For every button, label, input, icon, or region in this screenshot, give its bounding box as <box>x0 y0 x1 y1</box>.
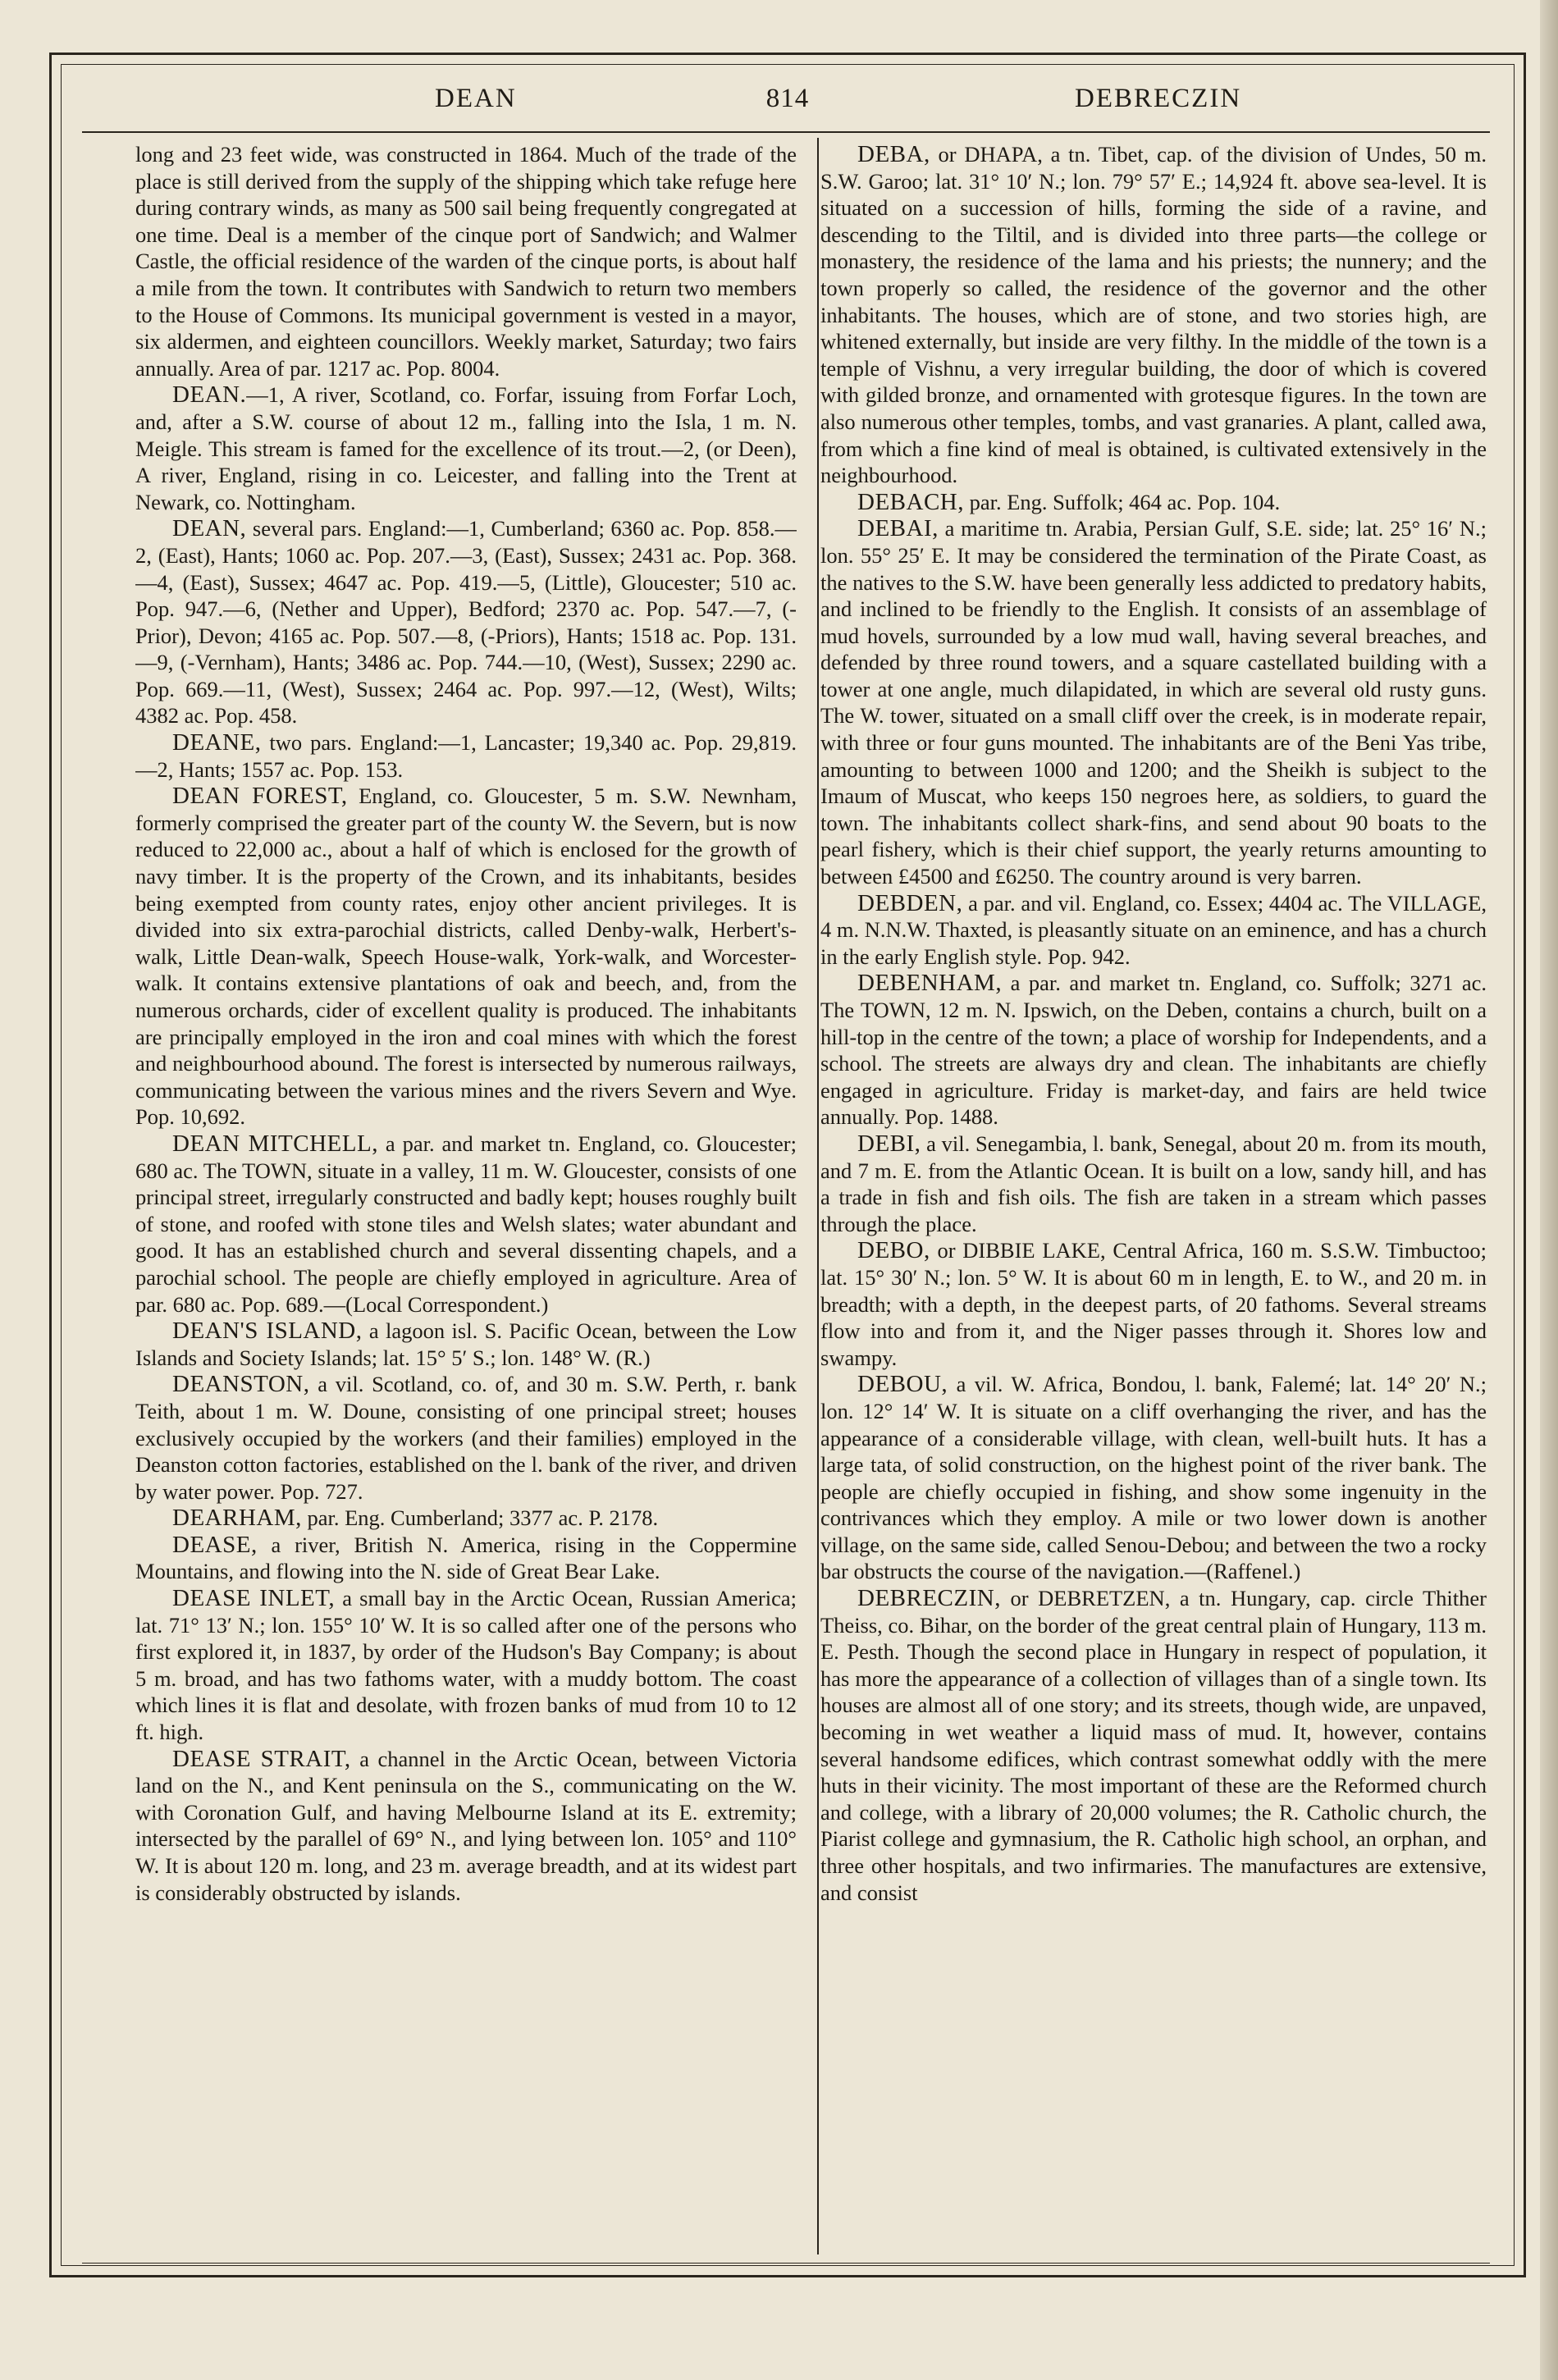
entry-headword: DEBI, <box>857 1130 921 1157</box>
entry-text: a small bay in the Arctic Ocean, Russian America; lat. 71° 13′ N.; lon. 155° 10′ W. It is so called after one of the persons who first explored it, in 1837, by order of the Hudson's Bay Company; is about 5 m. broad, and has two fathoms water, with a muddy bottom. The coast which lines it is flat and desolate, with frozen banks of mud from 10 to 12 ft. high. <box>135 1586 797 1745</box>
entry-headword: DEANE, <box>172 729 262 756</box>
gazetteer-entry <box>820 1371 1487 1585</box>
entry-text: —1, A river, Scotland, co. Forfar, issuing from Forfar Loch, and, after a S.W. course of about 12 m., falling into the Isla, 1 m. N. Meigle. This stream is famed for the excellence of its trout.—2, (or Deen), A river, England, rising in co. Leicester, and falling into the Trent at Newark, co. Nottingham. <box>135 382 797 514</box>
entry-headword: DEBACH, <box>857 488 964 515</box>
entry-text: par. Eng. Cumberland; 3377 ac. P. 2178. <box>307 1505 659 1531</box>
gazetteer-entry <box>135 783 797 1131</box>
entry-text: two pars. England:—1, Lancaster; 19,340 ac. Pop. 29,819.—2, Hants; 1557 ac. Pop. 153. <box>135 730 797 782</box>
entry-headword: DEARHAM, <box>172 1505 302 1532</box>
right-column <box>820 141 1487 2258</box>
page-number: 814 <box>765 84 810 113</box>
entry-headword: DEAN FOREST, <box>172 783 348 810</box>
gazetteer-entry <box>135 1131 797 1318</box>
entry-text: a river, British N. America, rising in the Coppermine Mountains, and flowing into the N. side of Great Bear Lake. <box>135 1532 797 1584</box>
entry-headword: DEAN, <box>172 515 247 542</box>
gazetteer-entry <box>135 141 797 381</box>
running-head-left: DEAN <box>435 84 517 113</box>
entry-text: a par. and market tn. England, co. Suffolk; 3271 ac. The TOWN, 12 m. N. Ipswich, on the Deben, contains a church, built on a hill-top in the centre of the town; a place of worship for Independents, and a school. The streets are always dry and clean. The inhabitants are chiefly engaged in agriculture. Friday is market-day, and fairs are held twice annually. Pop. 1488. <box>820 971 1487 1130</box>
entry-headword: DEAN. <box>172 381 247 409</box>
gazetteer-entry <box>135 1532 797 1585</box>
header-rule <box>82 131 1490 133</box>
gazetteer-entry <box>135 515 797 729</box>
gazetteer-entry <box>135 1318 797 1371</box>
entry-text: a lagoon isl. S. Pacific Ocean, between the Low Islands and Society Islands; lat. 15° 5′ S.; lon. 148° W. (R.) <box>135 1318 797 1370</box>
entry-headword: DEBRECZIN, <box>857 1585 1001 1612</box>
entry-text: or DHAPA, a tn. Tibet, cap. of the division of Undes, 50 m. S.W. Garoo; lat. 31° 10′ N.; lon. 79° 57′ E.; 14,924 ft. above sea-level. It is situated on a succession of hills, forming the side of a ravine, and descending to the Tiltil, and is divided into three parts—the college or monastery, the residence of the lama and his priests; the nunnery; and the town properly so called, the residence of the governor and the other inhabitants. The houses, which are of stone, and two stories high, are whitened externally, but inside are very filthy. In the middle of the town is a temple of Vishnu, a very irregular building, the door of which is covered with gilded bronze, and ornamented with grotesque figures. In the town are also numerous other temples, tombs, and vast granaries. A plant, called awa, from which a fine kind of meal is obtained, is cultivated extensively in the neighbourhood. <box>820 142 1487 488</box>
gazetteer-entry <box>135 1746 797 1907</box>
entry-text: long and 23 feet wide, was constructed in 1864. Much of the trade of the place is still derived from the supply of the shipping which take refuge here during contrary winds, as many as 500 sail being frequently congregated at one time. Deal is a member of the cinque port of Sandwich; and Walmer Castle, the official residence of the warden of the cinque ports, is about half a mile from the town. It contributes with Sandwich to return two members to the House of Commons. Its municipal government is vested in a mayor, six aldermen, and eighteen councillors. Weekly market, Saturday; two fairs annually. Area of par. 1217 ac. Pop. 8004. <box>135 142 797 381</box>
entry-headword: DEASE INLET, <box>172 1585 336 1612</box>
entry-text: a par. and market tn. England, co. Gloucester; 680 ac. The TOWN, situate in a valley, 11 m. W. Gloucester, consists of one principal street, irregularly constructed and badly kept; houses roughly built of stone, and roofed with stone tiles and Welsh slates; water abundant and good. It has an established church and several dissenting chapels, and a parochial school. The people are chiefly employed in agriculture. Area of par. 680 ac. Pop. 689.—(Local Correspondent.) <box>135 1131 797 1317</box>
gazetteer-entry <box>135 1505 797 1532</box>
entry-text: a par. and vil. England, co. Essex; 4404 ac. The VILLAGE, 4 m. N.N.W. Thaxted, is pleasantly situate on an eminence, and has a church in the early English style. Pop. 942. <box>820 890 1487 969</box>
entry-headword: DEAN MITCHELL, <box>172 1130 378 1157</box>
gazetteer-entry <box>820 1237 1487 1371</box>
entry-headword: DEBO, <box>857 1237 930 1264</box>
entry-headword: DEASE, <box>172 1531 258 1558</box>
entry-text: par. Eng. Suffolk; 464 ac. Pop. 104. <box>969 489 1281 514</box>
entry-text: several pars. England:—1, Cumberland; 6360 ac. Pop. 858.—2, (East), Hants; 1060 ac. Pop. 207.—3, (East), Sussex; 2431 ac. Pop. 368.—4, (East), Sussex; 4647 ac. Pop. 419.—5, (Little), Gloucester; 510 ac. Pop. 947.—6, (Nether and Upper), Bedford; 2370 ac. Pop. 547.—7, (-Prior), Devon; 4165 ac. Pop. 507.—8, (-Priors), Hants; 1518 ac. Pop. 131.—9, (-Vernham), Hants; 3486 ac. Pop. 744.—10, (West), Sussex; 2290 ac. Pop. 669.—11, (West), Sussex; 2464 ac. Pop. 997.—12, (West), Wilts; 4382 ac. Pop. 458. <box>135 516 797 729</box>
gazetteer-entry <box>820 489 1487 516</box>
gazetteer-entry <box>820 1131 1487 1237</box>
entry-headword: DEBDEN, <box>857 889 963 916</box>
entry-text: or DEBRETZEN, a tn. Hungary, cap. circle Thither Theiss, co. Bihar, on the border of the great central plain of Hungary, 113 m. E. Pesth. Though the second place in Hungary in respect of population, it has more the appearance of a collection of villages than of a single town. Its houses are almost all of one story; and its streets, though wide, are unpaved, becoming in wet weather a liquid mass of mud. It, however, contains several handsome edifices, which contrast somewhat oddly with the mere huts in their vicinity. The most important of these are the Reformed church and college, with a library of 20,000 volumes; the R. Catholic church, the Piarist college and gymnasium, the R. Catholic high school, an orphan, and three other hospitals, and two infirmaries. The manufactures are extensive, and consist <box>820 1586 1487 1905</box>
entry-headword: DEBA, <box>857 141 930 167</box>
entry-headword: DEANSTON, <box>172 1371 310 1398</box>
footer-rule <box>82 2263 1490 2264</box>
gazetteer-entry <box>820 1585 1487 1906</box>
entry-text: England, co. Gloucester, 5 m. S.W. Newnham, formerly comprised the greater part of the county W. the Severn, but is now reduced to 22,000 ac., about a half of which is enclosed for the growth of navy timber. It is the property of the Crown, and its inhabitants, besides being exempted from county rates, enjoy other ancient privileges. It is divided into six extra-parochial districts, called Denby-walk, Herbert's-walk, Little Dean-walk, Speech House-walk, York-walk, and Worcester-walk. It contains extensive plantations of oak and beech, and, from the numerous orchards, cider of excellent quality is produced. The inhabitants are principally employed in the iron and coal mines with which the forest and neighbourhood abound. The forest is intersected by numerous railways, communicating between the various mines and the rivers Severn and Wye. Pop. 10,692. <box>135 783 797 1130</box>
gazetteer-entry <box>820 970 1487 1131</box>
gazetteer-entry <box>820 890 1487 971</box>
gazetteer-entry <box>135 1371 797 1505</box>
gazetteer-entry <box>135 1585 797 1746</box>
entry-headword: DEBOU, <box>857 1371 948 1398</box>
entry-headword: DEBAI, <box>857 515 939 542</box>
entry-text: a maritime tn. Arabia, Persian Gulf, S.E. side; lat. 25° 16′ N.; lon. 55° 25′ E. It may be considered the termination of the Pirate Coast, as the natives to the S.W. have been generally less addicted to predatory habits, and inclined to be friendly to the English. It consists of an assemblage of mud hovels, surrounded by a low mud wall, having several breaches, and defended by three round towers, and a square castellated building with a tower at one angle, much dilapidated, in which are several old rusty guns. The W. tower, situated on a small cliff over the creek, is in moderate repair, with three or four guns mounted. The inhabitants are of the Beni Yas tribe, amounting to between 1000 and 1200; and the Sheikh is subject to the Imaum of Muscat, who keeps 150 negroes here, as soldiers, to guard the town. The inhabitants collect shark-fins, and send about 90 boats to the pearl fishery, which is their chief support, the yearly returns amounting to between £4500 and £6250. The country around is very barren. <box>820 516 1487 889</box>
page-binding-edge <box>1540 0 1558 2380</box>
entry-headword: DEAN'S ISLAND, <box>172 1318 363 1345</box>
gazetteer-entry <box>820 515 1487 889</box>
column-divider <box>817 138 819 2254</box>
entry-text: a vil. Scotland, co. of, and 30 m. S.W. Perth, r. bank Teith, about 1 m. W. Doune, consisting of one principal street; houses exclusively occupied by the workers (and their families) employed in the Deanston cotton factories, established on the l. bank of the river, and driven by water power. Pop. 727. <box>135 1372 797 1504</box>
running-head-right: DEBRECZIN <box>1075 84 1242 113</box>
entry-text: a channel in the Arctic Ocean, between Victoria land on the N., and Kent peninsula on the S., communicating on the W. with Coronation Gulf, and having Melbourne Island at its E. extremity; intersected by the parallel of 69° N., and lying between lon. 105° and 110° W. It is about 120 m. long, and 23 m. average breadth, and at its widest part is considerably obstructed by islands. <box>135 1746 797 1905</box>
gazetteer-entry <box>820 141 1487 489</box>
entry-text: or DIBBIE LAKE, Central Africa, 160 m. S.S.W. Timbuctoo; lat. 15° 30′ N.; lon. 5° W. It is about 60 m in length, E. to W., and 20 m. in breadth; with a depth, in the deepest parts, of 20 fathoms. Several streams flow into and from it, and the Niger passes through it. Shores low and swampy. <box>820 1238 1487 1370</box>
gazetteer-entry <box>135 381 797 515</box>
entry-headword: DEBENHAM, <box>857 970 1003 997</box>
entry-headword: DEASE STRAIT, <box>172 1745 351 1772</box>
entry-text: a vil. Senegambia, l. bank, Senegal, about 20 m. from its mouth, and 7 m. E. from the Atlantic Ocean. It is built on a low, sandy hill, and has a trade in fish and fish oils. The fish are taken in a stream which passes through the place. <box>820 1131 1487 1236</box>
left-column <box>135 141 797 2258</box>
entry-text: a vil. W. Africa, Bondou, l. bank, Falemé; lat. 14° 20′ N.; lon. 12° 14′ W. It is situate on a cliff overhanging the river, and has the appearance of a considerable village, with clean, well-built huts. It has a large tata, of solid construction, on the highest point of the river bank. The people are chiefly occupied in fishing, and show some ingenuity in the contrivances which they employ. A mile or two lower down is another village, on the same side, called Senou-Debou; and between the two a rocky bar obstructs the course of the navigation.—(Raffenel.) <box>820 1372 1487 1584</box>
gazetteer-entry <box>135 729 797 783</box>
